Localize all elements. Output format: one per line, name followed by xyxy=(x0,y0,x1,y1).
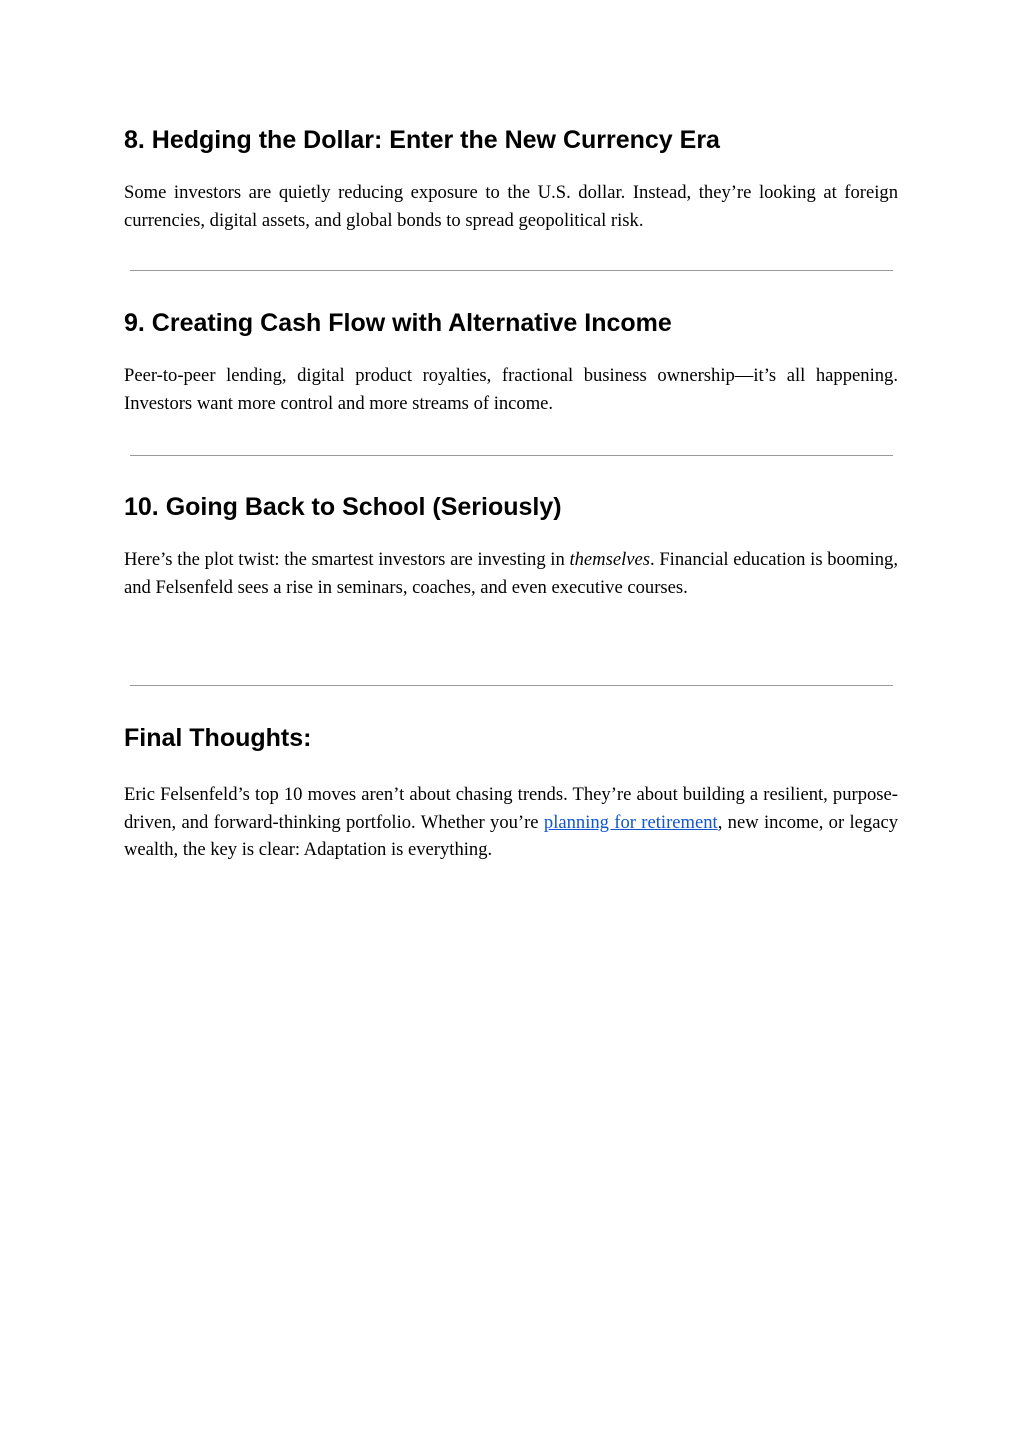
divider-1 xyxy=(130,270,893,271)
divider-3 xyxy=(130,685,893,686)
section-10-body-emphasis: themselves xyxy=(569,549,650,570)
section-8-body: Some investors are quietly reducing exposure to the U.S. dollar. Instead, they’re looking at foreign currencies, digital assets, and global bonds to spread geopolitical risk. xyxy=(124,182,898,231)
section-10-body-text-1: Here’s the plot twist: the smartest investors are investing in xyxy=(124,549,570,570)
final-body-text-1: Eric Felsenfeld’s top 10 moves aren’t about chasing trends. They’re about building a resilient, purpose-driven, and forward-thinking portfolio. Whether you’re xyxy=(124,784,898,833)
section-10-body xyxy=(124,546,898,601)
section-10-heading: 10. Going Back to School (Seriously) xyxy=(124,493,562,521)
planning-for-retirement-link[interactable]: planning for retirement xyxy=(543,811,718,833)
divider-2 xyxy=(130,455,893,456)
final-body-text-2: , new income, or legacy wealth, the key is clear: Adaptation is everything. xyxy=(124,811,899,860)
final-thoughts-heading: Final Thoughts: xyxy=(124,724,312,752)
section-9-heading: 9. Creating Cash Flow with Alternative Income xyxy=(124,309,672,337)
section-9-body: Peer-to-peer lending, digital product royalties, fractional business ownership—it’s all happening. Investors want more control and more streams of income. xyxy=(124,365,898,414)
final-thoughts-body xyxy=(124,781,898,864)
section-10-body-text-2: . Financial education is booming, and Felsenfeld sees a rise in seminars, coaches, and even executive courses. xyxy=(124,549,898,598)
section-8-heading: 8. Hedging the Dollar: Enter the New Currency Era xyxy=(124,126,720,154)
